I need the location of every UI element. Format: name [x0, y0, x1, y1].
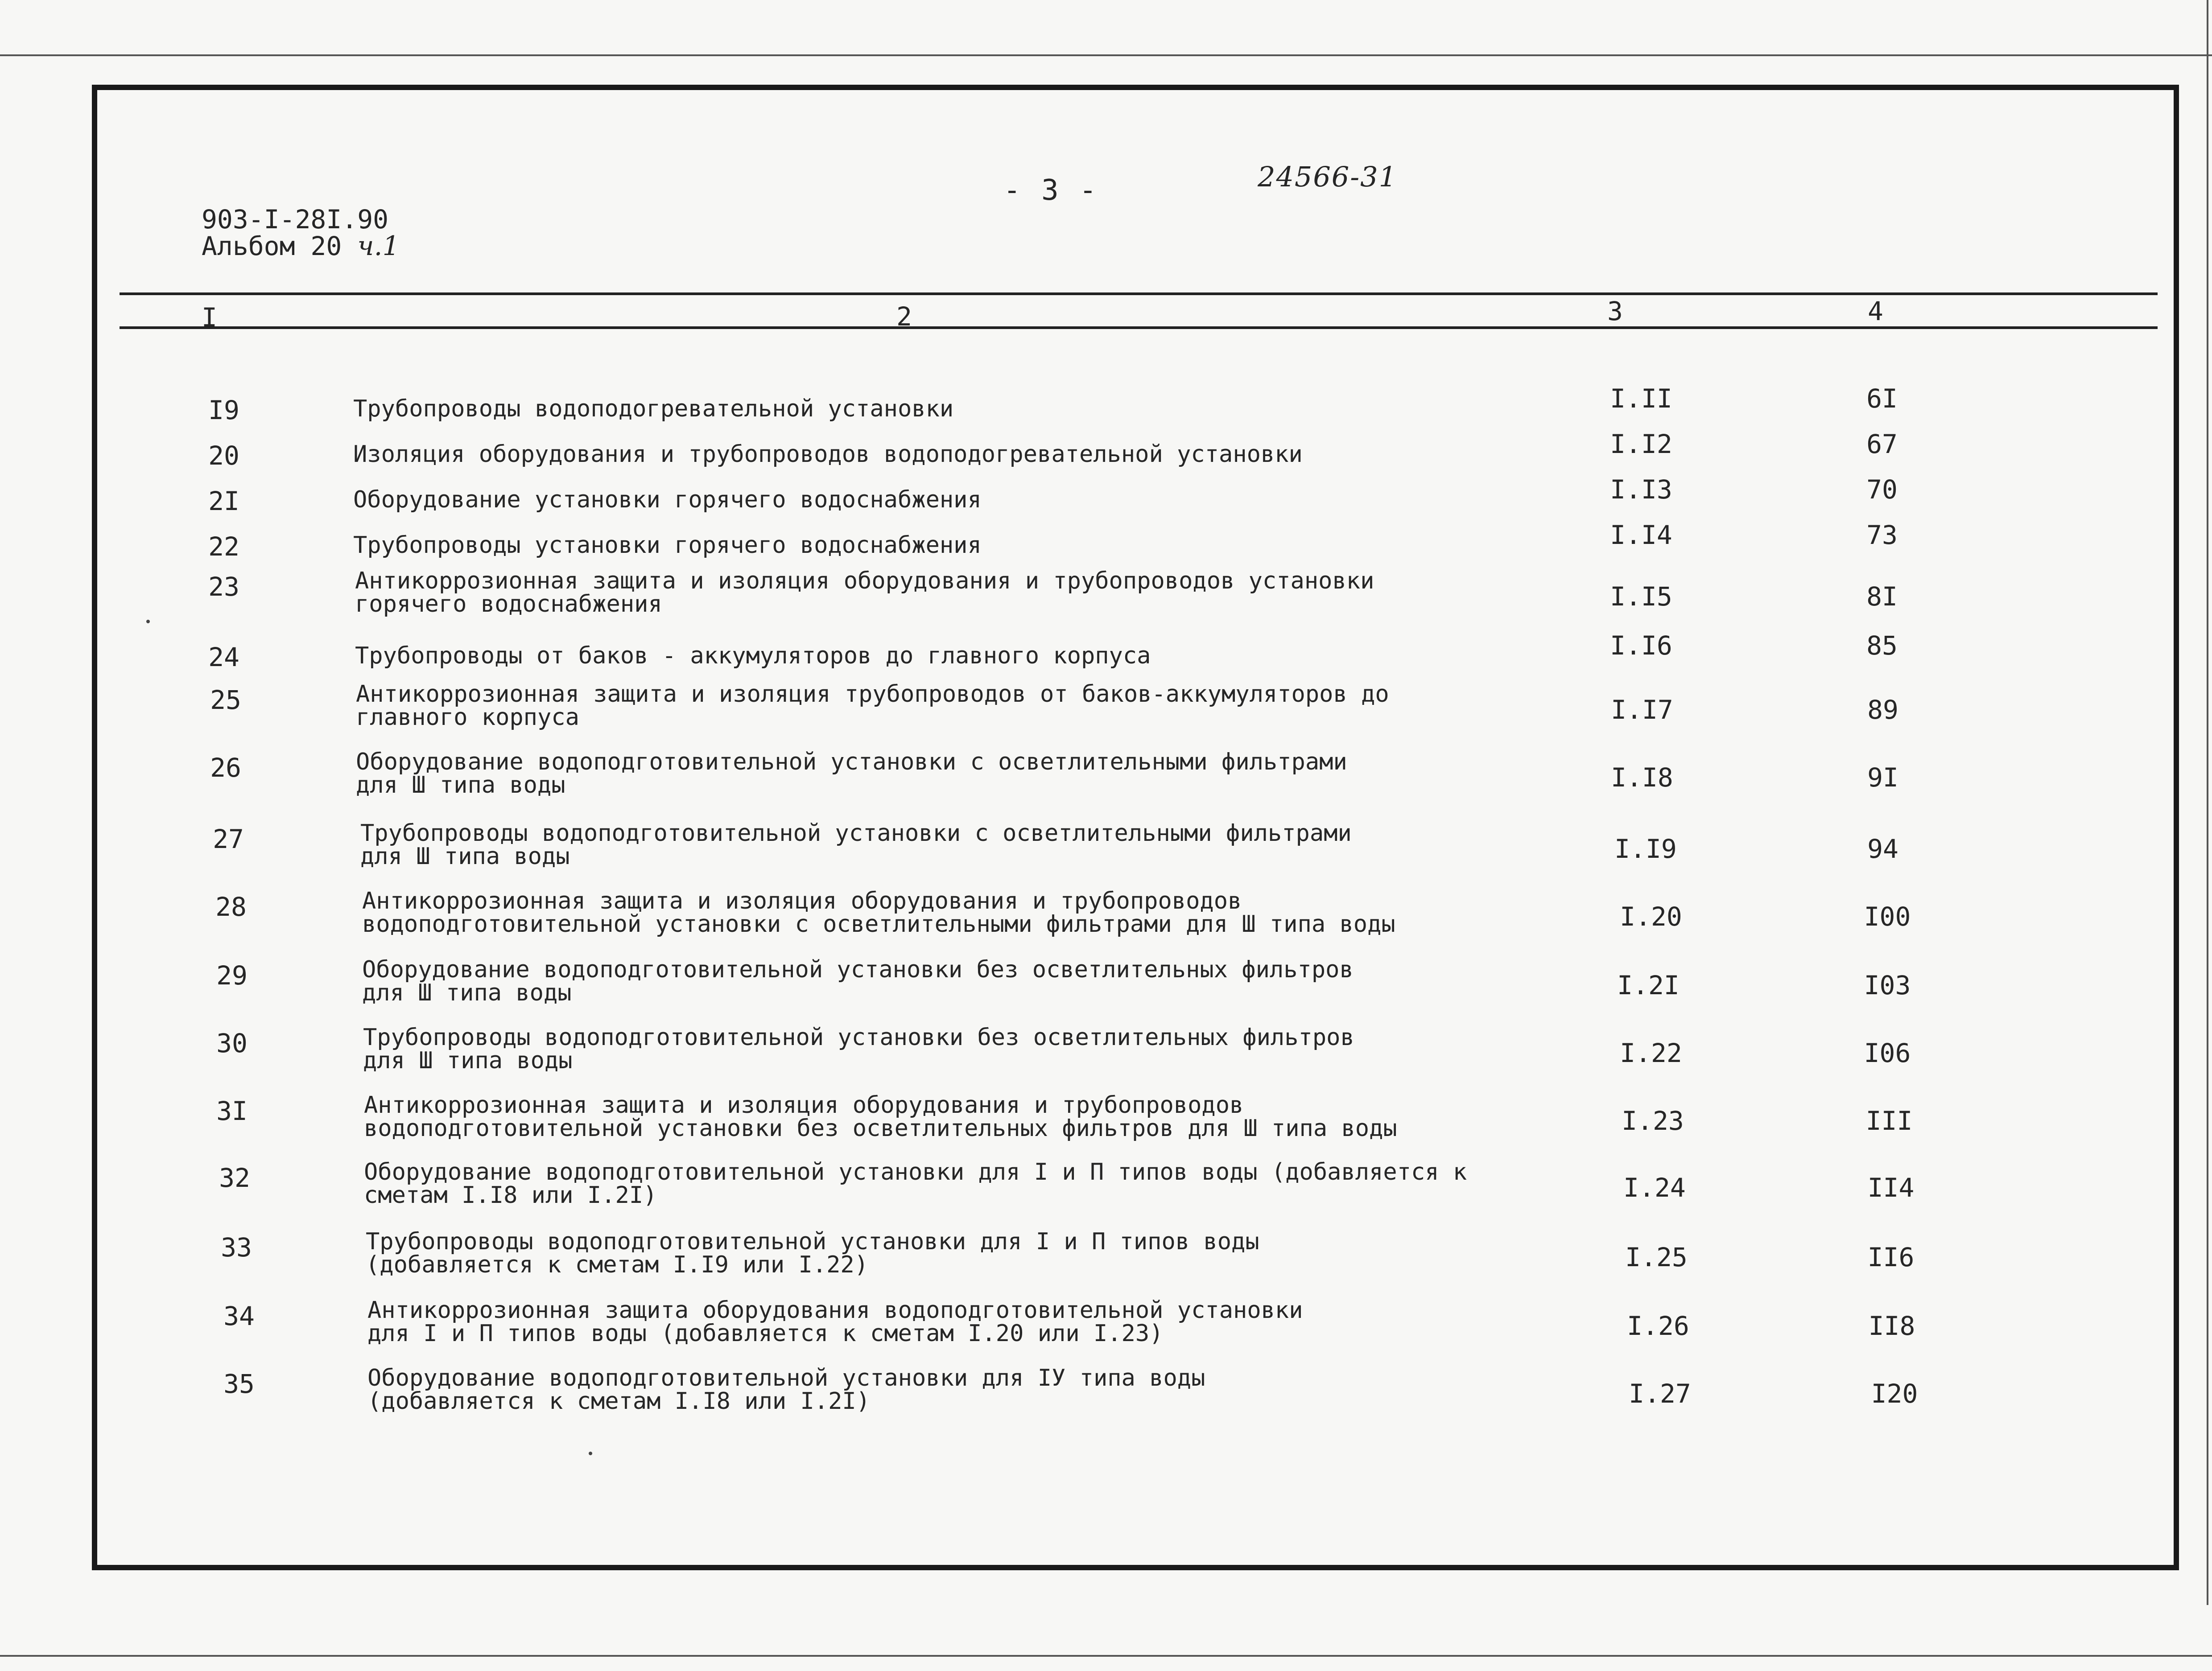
- estimate-code: I.26: [1627, 1311, 1689, 1341]
- estimate-code: I.I8: [1611, 762, 1673, 793]
- row-title-line2: сметам I.I8 или I.2I): [364, 1182, 657, 1209]
- estimate-code: I.2I: [1617, 970, 1680, 1000]
- page-number: I06: [1864, 1038, 1911, 1068]
- sheet-edge-bottom: [0, 1655, 2212, 1657]
- row-number: 30: [216, 1028, 248, 1058]
- estimate-code: I.I2: [1610, 429, 1672, 459]
- stray-mark: [589, 1452, 592, 1455]
- stray-mark: [146, 620, 150, 623]
- row-title-line1: Трубопроводы водоподготовительной установки без осветлительных фильтров: [363, 1024, 1354, 1051]
- page-number: 70: [1866, 474, 1898, 505]
- page-number: I00: [1864, 901, 1911, 932]
- table-top-rule: [120, 292, 2158, 295]
- page-number: I20: [1871, 1379, 1918, 1409]
- row-number: 34: [223, 1301, 255, 1331]
- estimate-code: I.20: [1620, 901, 1682, 932]
- row-title-line2: главного корпуса: [356, 704, 579, 731]
- estimate-code: I.I9: [1614, 834, 1677, 864]
- page-number: 6I: [1866, 383, 1898, 414]
- sheet-edge-right: [2207, 0, 2208, 1605]
- row-title-line1: Оборудование водоподготовительной установки для IУ типа воды: [367, 1365, 1205, 1391]
- page-number: 8I: [1866, 581, 1898, 612]
- row-title-line1: Изоляция оборудования и трубопроводов водоподогревательной установки: [353, 441, 1303, 468]
- page-number: III: [1865, 1106, 1913, 1136]
- row-title-line2: горячего водоснабжения: [355, 591, 662, 617]
- row-title-line1: Трубопроводы от баков - аккумуляторов до главного корпуса: [355, 642, 1151, 669]
- album-label-line: [202, 230, 400, 262]
- row-number: 26: [210, 753, 241, 783]
- table-header-rule: [120, 326, 2158, 329]
- estimate-code: I.24: [1623, 1173, 1686, 1203]
- row-title-line1: Антикоррозионная защита оборудования водоподготовительной установки: [367, 1297, 1303, 1324]
- row-title-line2: для Ш типа воды: [360, 843, 570, 870]
- row-title-line1: Оборудование водоподготовительной установки без осветлительных фильтров: [362, 956, 1354, 983]
- estimate-code: I.25: [1625, 1242, 1688, 1272]
- sheet-edge-top: [0, 54, 2212, 56]
- row-number: 25: [210, 685, 241, 715]
- row-number: 33: [221, 1232, 252, 1263]
- row-title-line1: Оборудование водоподготовительной установки для I и П типов воды (добавляется к: [364, 1159, 1467, 1185]
- row-title-line1: Антикоррозионная защита и изоляция трубопроводов от баков-аккумуляторов до: [356, 681, 1389, 708]
- row-number: 22: [208, 531, 239, 562]
- row-title-line1: Антикоррозионная защита и изоляция оборудования и трубопроводов: [362, 888, 1242, 914]
- estimate-code: I.I5: [1610, 581, 1672, 612]
- row-number: 2I: [208, 486, 239, 516]
- row-title-line2: водоподготовительной установки с осветлительными фильтрами для Ш типа воды: [362, 911, 1395, 938]
- row-number: 32: [219, 1163, 250, 1193]
- row-number: 29: [216, 960, 248, 991]
- column-header-1: I: [202, 302, 217, 333]
- column-header-3: 3: [1607, 296, 1623, 326]
- row-number: I9: [208, 395, 239, 425]
- estimate-code: I.I7: [1611, 695, 1673, 725]
- column-header-2: 2: [896, 301, 912, 332]
- row-title-line2: для Ш типа воды: [363, 1047, 573, 1074]
- estimate-code: I.22: [1620, 1038, 1682, 1068]
- estimate-code: I.I6: [1610, 630, 1672, 661]
- row-title-line2: для Ш типа воды: [362, 980, 572, 1006]
- estimate-code: I.27: [1629, 1379, 1691, 1409]
- page-number: I03: [1864, 970, 1911, 1000]
- row-title-line1: Трубопроводы водоподготовительной установки для I и П типов воды: [366, 1228, 1259, 1255]
- row-title-line2: водоподготовительной установки без осветлительных фильтров для Ш типа воды: [364, 1115, 1397, 1142]
- column-header-4: 4: [1868, 296, 1883, 326]
- page-number: II6: [1867, 1242, 1915, 1272]
- row-title-line1: Оборудование водоподготовительной установки с осветлительными фильтрами: [356, 749, 1347, 775]
- row-number: 27: [213, 824, 244, 854]
- page-number: 73: [1866, 520, 1898, 550]
- row-number: 3I: [216, 1096, 248, 1126]
- row-title-line1: Оборудование установки горячего водоснабжения: [353, 486, 982, 513]
- row-number: 35: [223, 1369, 255, 1399]
- estimate-code: I.I4: [1610, 520, 1672, 550]
- row-title-line1: Антикоррозионная защита и изоляция оборудования и трубопроводов установки: [355, 568, 1374, 594]
- row-title-line1: Трубопроводы водоподогревательной установки: [353, 395, 954, 422]
- row-number: 24: [208, 642, 239, 672]
- estimate-code: I.23: [1622, 1106, 1684, 1136]
- page-number: 67: [1866, 429, 1898, 459]
- page-number: 94: [1867, 834, 1898, 864]
- project-code: 903-I-28I.90: [202, 204, 389, 235]
- row-title-line1: Антикоррозионная защита и изоляция оборудования и трубопроводов: [364, 1092, 1244, 1119]
- row-title-line2: (добавляется к сметам I.I9 или I.22): [366, 1251, 869, 1278]
- row-title-line2: для I и П типов воды (добавляется к сметам I.20 или I.23): [367, 1320, 1164, 1347]
- page-number: 9I: [1867, 762, 1898, 793]
- row-title-line1: Трубопроводы водоподготовительной установки с осветлительными фильтрами: [360, 820, 1352, 847]
- page-number: II4: [1867, 1173, 1915, 1203]
- album-part-handwritten: ч.1: [357, 230, 400, 262]
- row-title-line1: Трубопроводы установки горячего водоснабжения: [353, 532, 982, 559]
- album-label: Альбом 20: [202, 231, 342, 261]
- estimate-code: I.II: [1610, 383, 1672, 414]
- row-title-line2: (добавляется к сметам I.I8 или I.2I): [367, 1388, 871, 1415]
- row-number: 20: [208, 440, 239, 471]
- row-title-line2: для Ш типа воды: [356, 772, 565, 798]
- page-number: II8: [1868, 1311, 1915, 1341]
- page-marker: - 3 -: [1003, 174, 1098, 207]
- document-number-handwritten: 24566-31: [1258, 161, 1398, 193]
- estimate-code: I.I3: [1610, 474, 1672, 505]
- row-number: 23: [208, 572, 239, 602]
- page-number: 89: [1867, 695, 1898, 725]
- row-number: 28: [215, 892, 247, 922]
- page-number: 85: [1866, 630, 1898, 661]
